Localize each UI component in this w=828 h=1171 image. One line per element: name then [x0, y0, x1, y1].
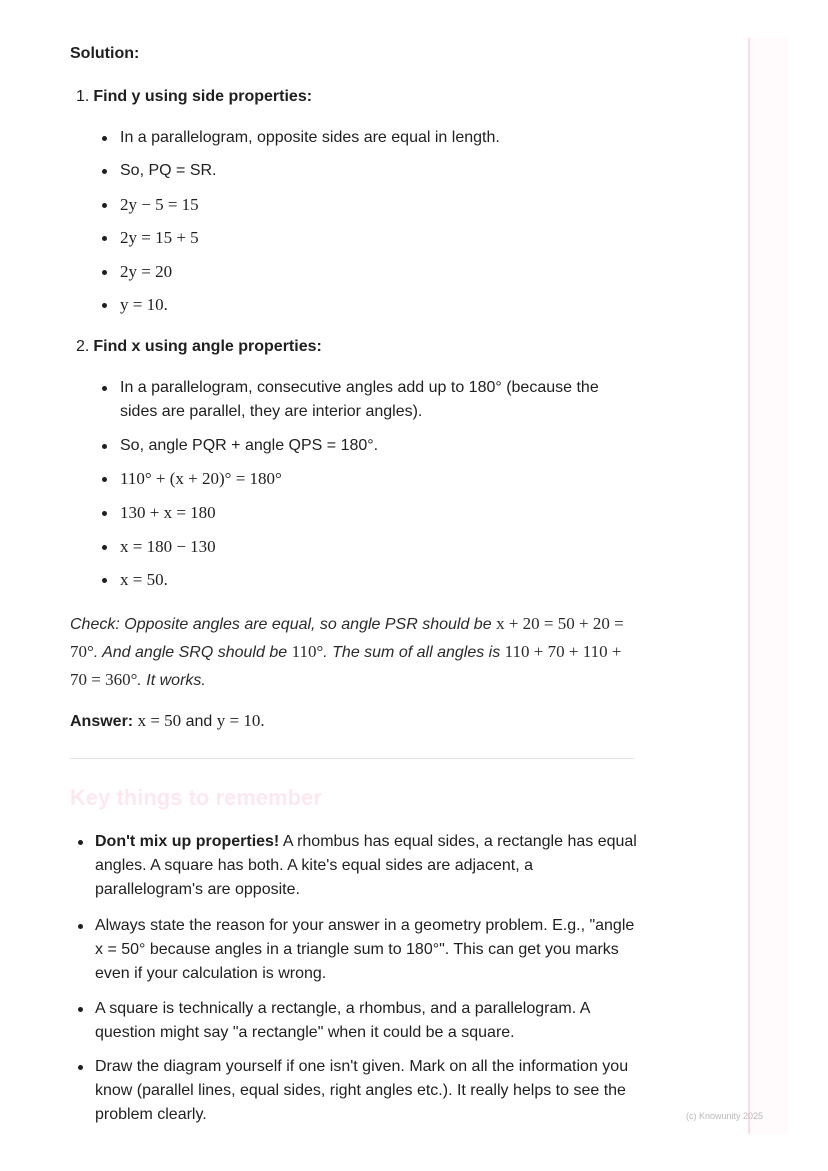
answer-label: Answer: — [70, 713, 134, 730]
check-text-2: . And angle SRQ should be — [93, 644, 288, 661]
list-item — [102, 293, 632, 317]
check-expression-3: 110 + 70 + 110 + 70 = 360° — [70, 642, 622, 689]
key-things-heading: Key things to remember — [70, 785, 322, 810]
step-2-equation-1: 110° + (x + 20)° = 180° — [120, 469, 282, 488]
solution-heading: Solution: — [70, 45, 140, 62]
check-expression-1: x + 20 = 50 + 20 = 70° — [70, 614, 624, 661]
copyright-footer: (c) Knowunity 2025 — [686, 1111, 764, 1121]
answer-line — [70, 709, 265, 734]
step-2-number: 2. — [76, 338, 90, 355]
key-point-2: Always state the reason for your answer in a geometry problem. E.g., "angle x = 50° because angles in a triangle sum to 180°". This can get you marks even if your calculation is wrong. — [95, 917, 635, 982]
list-item — [102, 193, 632, 217]
key-point-3: A square is technically a rectangle, a rhombus, and a parallelogram. A question might say "a rectangle" when it could be a square. — [95, 1000, 590, 1041]
list-item — [78, 830, 638, 902]
step-2-equation-2: 130 + x = 180 — [120, 503, 216, 522]
step-2-title-text: Find x using angle properties: — [93, 338, 322, 355]
key-point-1-bold: Don't mix up properties! — [95, 833, 280, 850]
check-text-3: . The sum of all angles is — [323, 644, 501, 661]
list-item — [102, 226, 632, 250]
key-point-1-text: A rhombus has equal sides, a rectangle has equal angles. A square has both. A kite's equal sides are adjacent, a parallelogram's are opposite. — [95, 833, 637, 898]
section-divider — [70, 758, 634, 759]
list-item — [102, 126, 632, 150]
check-text-1: Check: Opposite angles are equal, so angle PSR should be — [70, 616, 492, 633]
step-1-title — [76, 85, 312, 109]
key-point-1 — [95, 830, 638, 902]
step-1-equation-2: 2y = 15 + 5 — [120, 228, 199, 247]
step-1-equation-4: y = 10. — [120, 295, 168, 314]
list-item — [78, 1055, 638, 1127]
right-margin-panel — [748, 38, 788, 1134]
list-item — [102, 260, 632, 284]
step-1-number: 1. — [76, 88, 90, 105]
list-item — [102, 501, 632, 525]
step-1-bullet-1: In a parallelogram, opposite sides are equal in length. — [120, 129, 500, 146]
list-item — [102, 568, 632, 592]
answer-y: y = 10. — [216, 711, 265, 730]
step-2-bullet-1: In a parallelogram, consecutive angles add up to 180° (because the sides are parallel, they are interior angles). — [120, 379, 599, 420]
step-1-title-text: Find y using side properties: — [93, 88, 313, 105]
list-item — [78, 997, 638, 1045]
answer-x: x = 50 — [137, 711, 182, 730]
answer-joiner: and — [185, 713, 213, 730]
check-text-4: . It works. — [137, 672, 206, 689]
step-2-equation-3: x = 180 − 130 — [120, 537, 216, 556]
step-2-equation-4: x = 50. — [120, 570, 168, 589]
list-item — [102, 159, 632, 183]
right-margin-line — [748, 38, 750, 1134]
step-1-equation-3: 2y = 20 — [120, 262, 173, 281]
list-item — [78, 914, 638, 986]
step-2-bullet-2: So, angle PQR + angle QPS = 180°. — [120, 437, 379, 454]
check-expression-2: 110° — [291, 642, 324, 661]
step-1-bullet-2: So, PQ = SR. — [120, 162, 217, 179]
list-item — [102, 376, 632, 424]
list-item — [102, 434, 632, 458]
list-item — [102, 467, 632, 491]
list-item — [102, 535, 632, 559]
step-1-equation-1: 2y − 5 = 15 — [120, 195, 199, 214]
step-2-title — [76, 335, 322, 359]
check-paragraph — [70, 610, 636, 694]
key-point-4: Draw the diagram yourself if one isn't given. Mark on all the information you know (parallel lines, equal sides, right angles etc.). It really helps to see the problem clearly. — [95, 1058, 629, 1123]
